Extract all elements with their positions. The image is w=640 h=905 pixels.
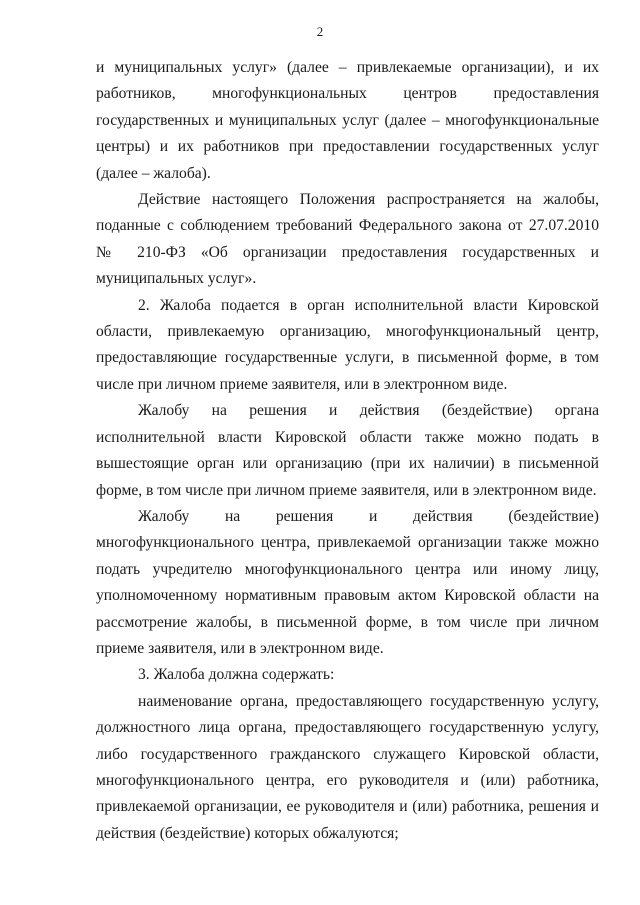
document-body (96, 55, 599, 847)
page-number: 2 (316, 24, 324, 39)
paragraph-continuation: и муниципальных услуг» (далее – привлекаемые организации), и их работников, многофункциональных центров предоставления государственных и муниципальных услуг (далее – многофункциональные центры) и их работников при предоставлении государственных услуг (далее – жалоба). (96, 59, 599, 182)
paragraph-scope: Действие настоящего Положения распространяется на жалобы, поданные с соблюдением требований Федерального закона от 27.07.2010 № 210-ФЗ «Об организации предоставления государственных и муниципальных услуг». (96, 191, 599, 288)
paragraph-item-3-name: наименование органа, предоставляющего государственную услугу, должностного лица органа, предоставляющего государственную услугу, либо государственного гражданского служащего Кировской области, многофункционального центра, его руководителя и (или) работника, привлекаемой организации, ее руководителя и (или) работника, решения и действия (бездействие) которых обжалуются; (96, 692, 599, 842)
paragraph-superior-authority: Жалобу на решения и действия (бездействие) органа исполнительной власти Кировской области также можно подать в вышестоящие орган или организацию (при их наличии) в письменной форме, в том числе при личном приеме заявителя, или в электронном виде. (96, 402, 599, 499)
paragraph-item-2: 2. Жалоба подается в орган исполнительной власти Кировской области, привлекаемую организацию, многофункциональный центр, предоставляющие государственные услуги, в письменной форме, в том числе при личном приеме заявителя, или в электронном виде. (96, 296, 599, 393)
paragraph-item-3: 3. Жалоба должна содержать: (138, 666, 335, 684)
paragraph-mfc-complaint: Жалобу на решения и действия (бездействие) многофункционального центра, привлекаемой организации также можно подать учредителю многофункционального центра или иному лицу, уполномоченному нормативным правовым актом Кировской области на рассмотрение жалобы, в письменной форме, в том числе при личном приеме заявителя, или в электронном виде. (96, 507, 599, 657)
